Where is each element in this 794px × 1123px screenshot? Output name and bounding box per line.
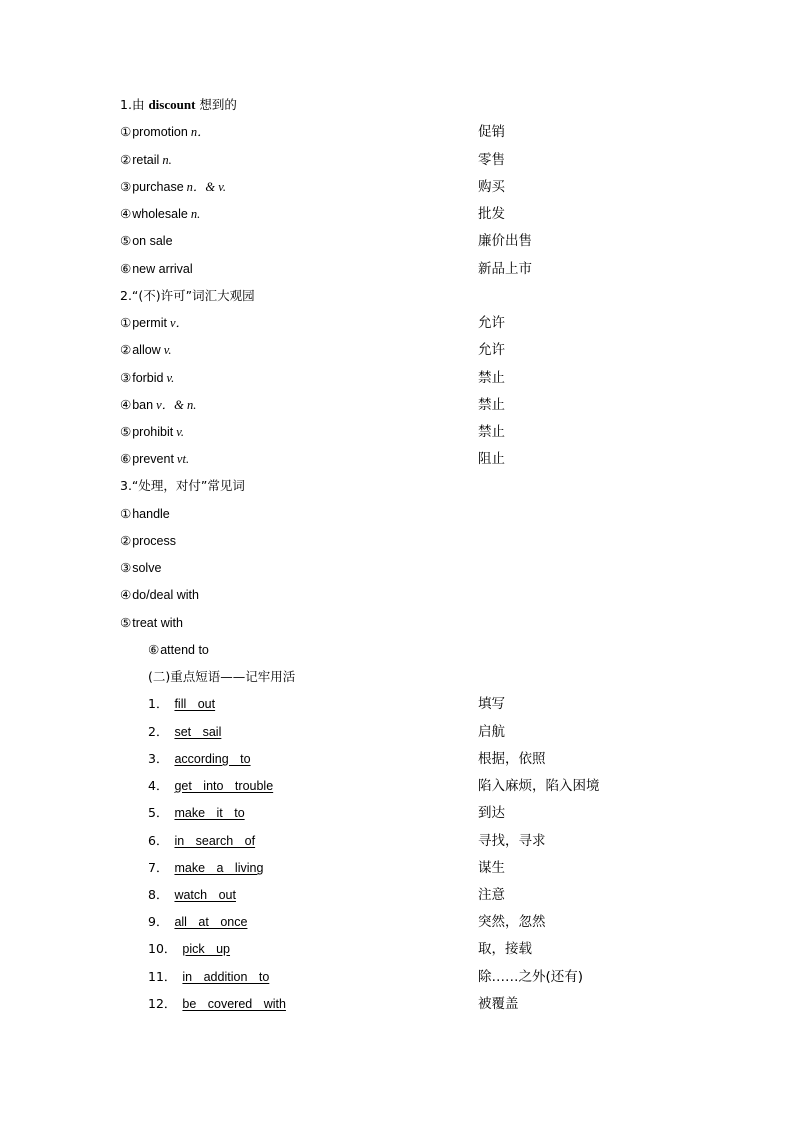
chinese-meaning: 陷入麻烦，陷入困境 xyxy=(478,778,600,794)
english-word: promotion xyxy=(132,125,188,139)
item-mark: ⑥ xyxy=(120,261,132,276)
vocab-row xyxy=(120,531,734,551)
phrase-row xyxy=(148,939,734,959)
phrase-index: 4． xyxy=(148,778,169,793)
phrase-answer: set sail xyxy=(174,725,222,739)
part-of-speech: v. xyxy=(163,343,172,357)
phrase-index: 7． xyxy=(148,860,169,875)
phrase-answer: in addition to xyxy=(182,970,270,984)
english-word: treat with xyxy=(132,616,183,630)
chinese-meaning: 购买 xyxy=(478,179,505,195)
chinese-meaning: 注意 xyxy=(478,887,505,903)
item-mark: ⑤ xyxy=(120,233,132,248)
vocab-row xyxy=(120,177,734,197)
phrase-row xyxy=(148,803,734,823)
vocab-row xyxy=(120,368,734,388)
vocab-row xyxy=(120,150,734,170)
english-word: permit xyxy=(132,316,167,330)
part-of-speech: v. xyxy=(166,371,175,385)
part-of-speech: v. xyxy=(176,425,184,439)
vocab-row xyxy=(120,122,734,142)
part-of-speech: n. xyxy=(162,153,172,167)
vocab-row xyxy=(120,558,734,578)
phrase-index: 3． xyxy=(148,751,169,766)
part-of-speech: v． xyxy=(169,316,189,330)
phrase-answer: pick up xyxy=(182,942,231,956)
chinese-meaning: 到达 xyxy=(478,805,505,821)
english-word: purchase xyxy=(132,180,184,194)
vocab-row xyxy=(120,613,734,633)
chinese-meaning: 填写 xyxy=(478,696,505,712)
part-of-speech: vt. xyxy=(176,452,190,466)
phrase-answer: fill out xyxy=(174,697,216,711)
phrase-index: 8． xyxy=(148,887,169,902)
section1-prefix: 由 xyxy=(131,97,145,112)
english-word: prohibit xyxy=(132,425,174,439)
chinese-meaning: 促销 xyxy=(478,124,505,140)
item-mark: ② xyxy=(120,533,132,548)
chinese-meaning: 阻止 xyxy=(478,451,505,467)
english-word: solve xyxy=(132,561,162,575)
phrase-index: 11． xyxy=(148,969,177,984)
chinese-meaning: 廉价出售 xyxy=(478,233,532,249)
item-mark: ③ xyxy=(120,560,132,575)
phrase-answer: get into trouble xyxy=(174,779,274,793)
part-of-speech: n． xyxy=(190,125,210,139)
phrase-answer: in search of xyxy=(174,834,256,848)
item-mark: ③ xyxy=(120,370,132,385)
phrase-answer: watch out xyxy=(174,888,236,902)
item-mark: ⑥ xyxy=(148,642,160,657)
english-word: prevent xyxy=(132,452,174,466)
vocab-row xyxy=(120,585,734,605)
chinese-meaning: 除……之外(还有) xyxy=(478,969,584,985)
english-word: on sale xyxy=(132,234,173,248)
english-word: attend to xyxy=(160,643,209,657)
chinese-meaning: 禁止 xyxy=(478,424,505,440)
section1-suffix: 想到的 xyxy=(199,97,237,112)
phrase-row xyxy=(148,831,734,851)
vocab-row xyxy=(120,340,734,360)
item-mark: ① xyxy=(120,506,132,521)
phrase-answer: all at once xyxy=(174,915,248,929)
part-of-speech: v．& n. xyxy=(156,398,197,412)
section1-keyword: discount xyxy=(148,97,196,112)
chinese-meaning: 允许 xyxy=(478,342,505,358)
section1-number: 1. xyxy=(120,97,132,112)
phrase-answer: according to xyxy=(174,752,251,766)
section3-heading: 3.“处理，对付”常见词 xyxy=(120,478,245,493)
chinese-meaning: 寻找，寻求 xyxy=(478,833,546,849)
english-word: new arrival xyxy=(132,262,193,276)
item-mark: ② xyxy=(120,342,132,357)
item-mark: ④ xyxy=(120,587,132,602)
phrase-row xyxy=(148,722,734,742)
english-word: ban xyxy=(132,398,154,412)
vocab-row xyxy=(120,204,734,224)
phrase-row xyxy=(148,994,734,1014)
phrase-answer: be covered with xyxy=(182,997,286,1011)
item-mark: ④ xyxy=(120,397,132,412)
phrase-index: 12． xyxy=(148,996,177,1011)
phrase-index: 1． xyxy=(148,696,169,711)
section2-heading: 2.“(不)许可”词汇大观园 xyxy=(120,288,255,303)
item-mark: ② xyxy=(120,152,132,167)
item-mark: ⑥ xyxy=(120,451,132,466)
item-mark: ① xyxy=(120,315,132,330)
english-word: process xyxy=(132,534,176,548)
phrase-row xyxy=(148,749,734,769)
phrase-index: 2． xyxy=(148,724,169,739)
phrase-answer: make a living xyxy=(174,861,264,875)
phrases-heading: (二)重点短语——记牢用活 xyxy=(148,669,296,684)
chinese-meaning: 零售 xyxy=(478,152,505,168)
phrase-index: 6． xyxy=(148,833,169,848)
phrase-index: 10． xyxy=(148,941,177,956)
vocab-row xyxy=(120,504,734,524)
phrase-row xyxy=(148,885,734,905)
chinese-meaning: 批发 xyxy=(478,206,505,222)
chinese-meaning: 被覆盖 xyxy=(478,996,519,1012)
vocab-row xyxy=(120,259,734,279)
english-word: forbid xyxy=(132,371,164,385)
chinese-meaning: 新品上市 xyxy=(478,261,532,277)
item-mark: ① xyxy=(120,124,132,139)
chinese-meaning: 谋生 xyxy=(478,860,505,876)
phrase-row xyxy=(148,776,734,796)
phrase-answer: make it to xyxy=(174,806,245,820)
vocab-row xyxy=(120,422,734,442)
chinese-meaning: 禁止 xyxy=(478,397,505,413)
chinese-meaning: 根据，依照 xyxy=(478,751,546,767)
part-of-speech: n．& v. xyxy=(186,180,226,194)
phrase-index: 5． xyxy=(148,805,169,820)
english-word: wholesale xyxy=(132,207,188,221)
phrase-row xyxy=(148,858,734,878)
english-word: retail xyxy=(132,153,160,167)
chinese-meaning: 禁止 xyxy=(478,370,505,386)
chinese-meaning: 允许 xyxy=(478,315,505,331)
section1-heading xyxy=(120,95,734,115)
phrase-row xyxy=(148,912,734,932)
english-word: do/deal with xyxy=(132,588,199,602)
item-mark: ⑤ xyxy=(120,424,132,439)
english-word: handle xyxy=(132,507,170,521)
chinese-meaning: 取，接载 xyxy=(478,941,532,957)
phrase-index: 9． xyxy=(148,914,169,929)
vocab-row xyxy=(120,449,734,469)
phrase-row xyxy=(148,967,734,987)
item-mark: ③ xyxy=(120,179,132,194)
vocab-row xyxy=(120,231,734,251)
english-word: allow xyxy=(132,343,161,357)
item-mark: ④ xyxy=(120,206,132,221)
item-mark: ⑤ xyxy=(120,615,132,630)
chinese-meaning: 启航 xyxy=(478,724,505,740)
vocab-row xyxy=(120,395,734,415)
vocab-row xyxy=(148,640,734,660)
part-of-speech: n. xyxy=(190,207,201,221)
vocab-row xyxy=(120,313,734,333)
phrase-row xyxy=(148,694,734,714)
chinese-meaning: 突然，忽然 xyxy=(478,914,546,930)
